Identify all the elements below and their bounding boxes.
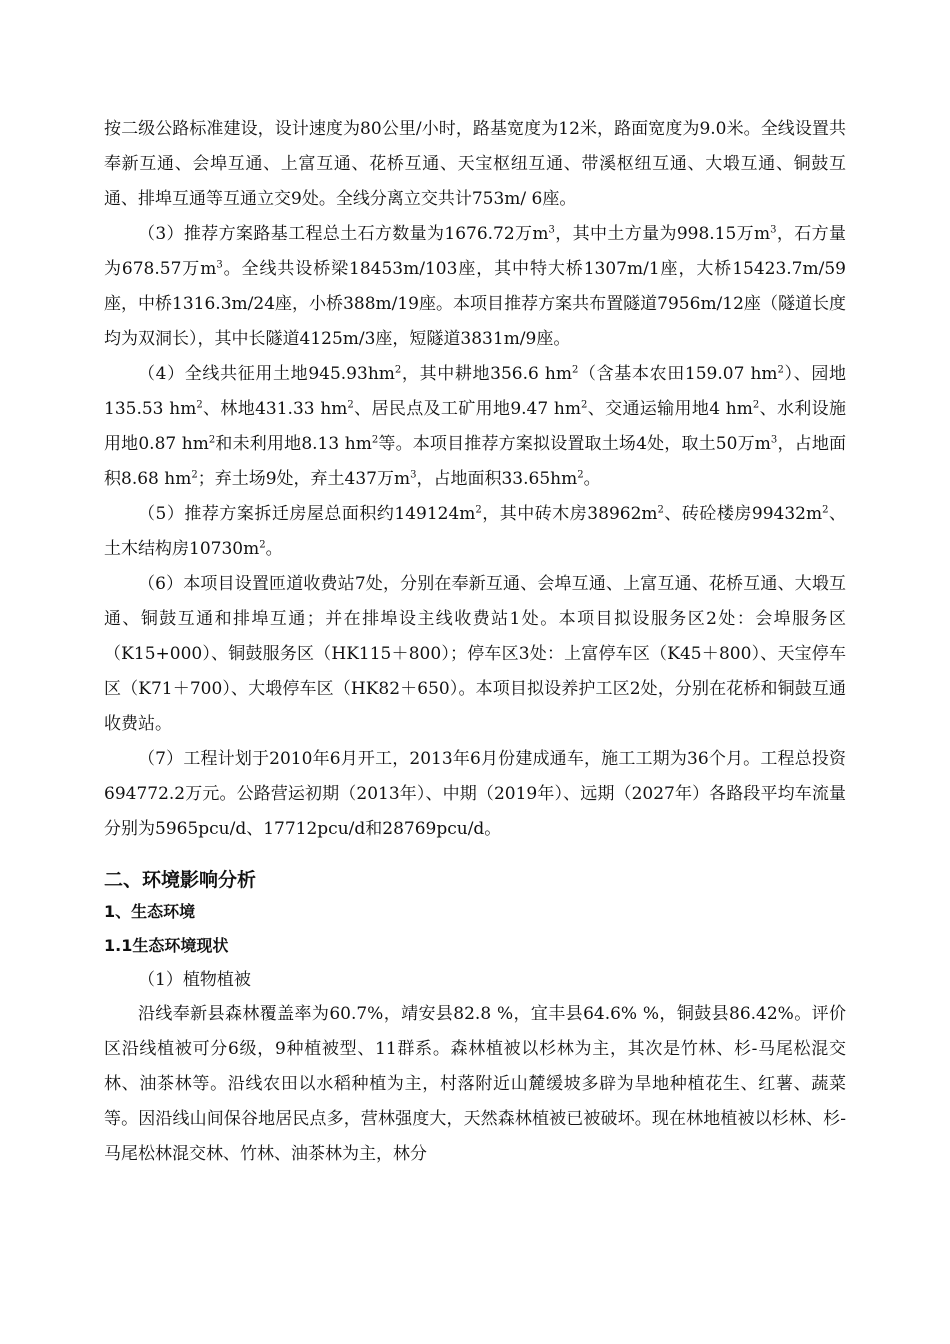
section-heading: 二、环境影响分析	[104, 869, 257, 891]
paragraph-demolition: （5）推荐方案拆迁房屋总面积约$149124m^2$，其中砖木房$38962m^2$、砖砼楼房$99432m^2$、土木结构房$10730m^2$。	[104, 504, 847, 559]
paragraph-land-use: （4）全线共征用土地$945.93hm^2$，其中耕地356.6 $hm^2$（含基本农田159.07 $hm^2$）、园地135.53 $hm^2$、林地431.33 $hm^2$、居民点及工矿用地9.47 $hm^2$、交通运输用地4 $hm^2$、水利设施用地0.87 $hm^2$和未利用地8.13 $hm^2$等。本项目推荐方案拟设置取土场4处，取土50万$m^3$，占地面积8.68 $hm^2$；弃土场9处，弃土437万$m^3$，占地面积$33.65hm^2$。	[104, 364, 847, 489]
item-heading: （1）植物植被	[138, 970, 251, 990]
subsubsection-heading: 1.1生态环境现状	[104, 936, 229, 955]
document-page	[104, 112, 846, 1172]
paragraph-toll-service: （6）本项目设置匝道收费站7处，分别在奉新互通、会埠互通、上富互通、花桥互通、大塅互通、铜鼓互通和排埠互通；并在排埠设主线收费站1处。本项目拟设服务区2处：会埠服务区（K15+000）、铜鼓服务区（HK115＋800）；停车区3处：上富停车区（K45＋800）、天宝停车区（K71＋700）、大塅停车区（HK82＋650）。本项目拟设养护工区2处，分别在花桥和铜鼓互通收费站。	[104, 574, 846, 734]
paragraph-road-standard: 按二级公路标准建设，设计速度为80公里/小时，路基宽度为12米，路面宽度为9.0米。全线设置共奉新互通、会埠互通、上富互通、花桥互通、天宝枢纽互通、带溪枢纽互通、大塅互通、铜鼓互通、排埠互通等互通立交9处。全线分离立交共计753m/ 6座。	[104, 119, 846, 209]
paragraph-schedule-investment: （7）工程计划于2010年6月开工，2013年6月份建成通车，施工工期为36个月。工程总投资694772.2万元。公路营运初期（2013年）、中期（2019年）、远期（2027年）各路段平均车流量分别为5965pcu/d、17712pcu/d和28769pcu/d。	[104, 749, 846, 839]
paragraph-earthworks-bridges-tunnels: （3）推荐方案路基工程总土石方数量为1676.72万$m^3$，其中土方量为998.15万$m^3$，石方量为678.57万$m^3$。全线共设桥梁18453m/103座，其中特大桥1307m/1座，大桥15423.7m/59座，中桥1316.3m/24座，小桥388m/19座。本项目推荐方案共布置隧道7956m/12座（隧道长度均为双洞长），其中长隧道4125m/3座，短隧道3831m/9座。	[104, 224, 846, 349]
paragraph-vegetation: 沿线奉新县森林覆盖率为60.7%，靖安县82.8 %，宜丰县64.6% %，铜鼓县86.42%。评价区沿线植被可分6级，9种植被型、11群系。森林植被以杉林为主，其次是竹林、杉-马尾松混交林、油茶林等。沿线农田以水稻种植为主，村落附近山麓缓坡多辟为旱地种植花生、红薯、蔬菜等。因沿线山间保谷地居民点多，营林强度大，天然森林植被已被破坏。现在林地植被以杉林、杉-马尾松林混交林、竹林、油茶林为主，林分	[104, 1004, 846, 1164]
subsection-heading: 1、生态环境	[104, 902, 196, 921]
